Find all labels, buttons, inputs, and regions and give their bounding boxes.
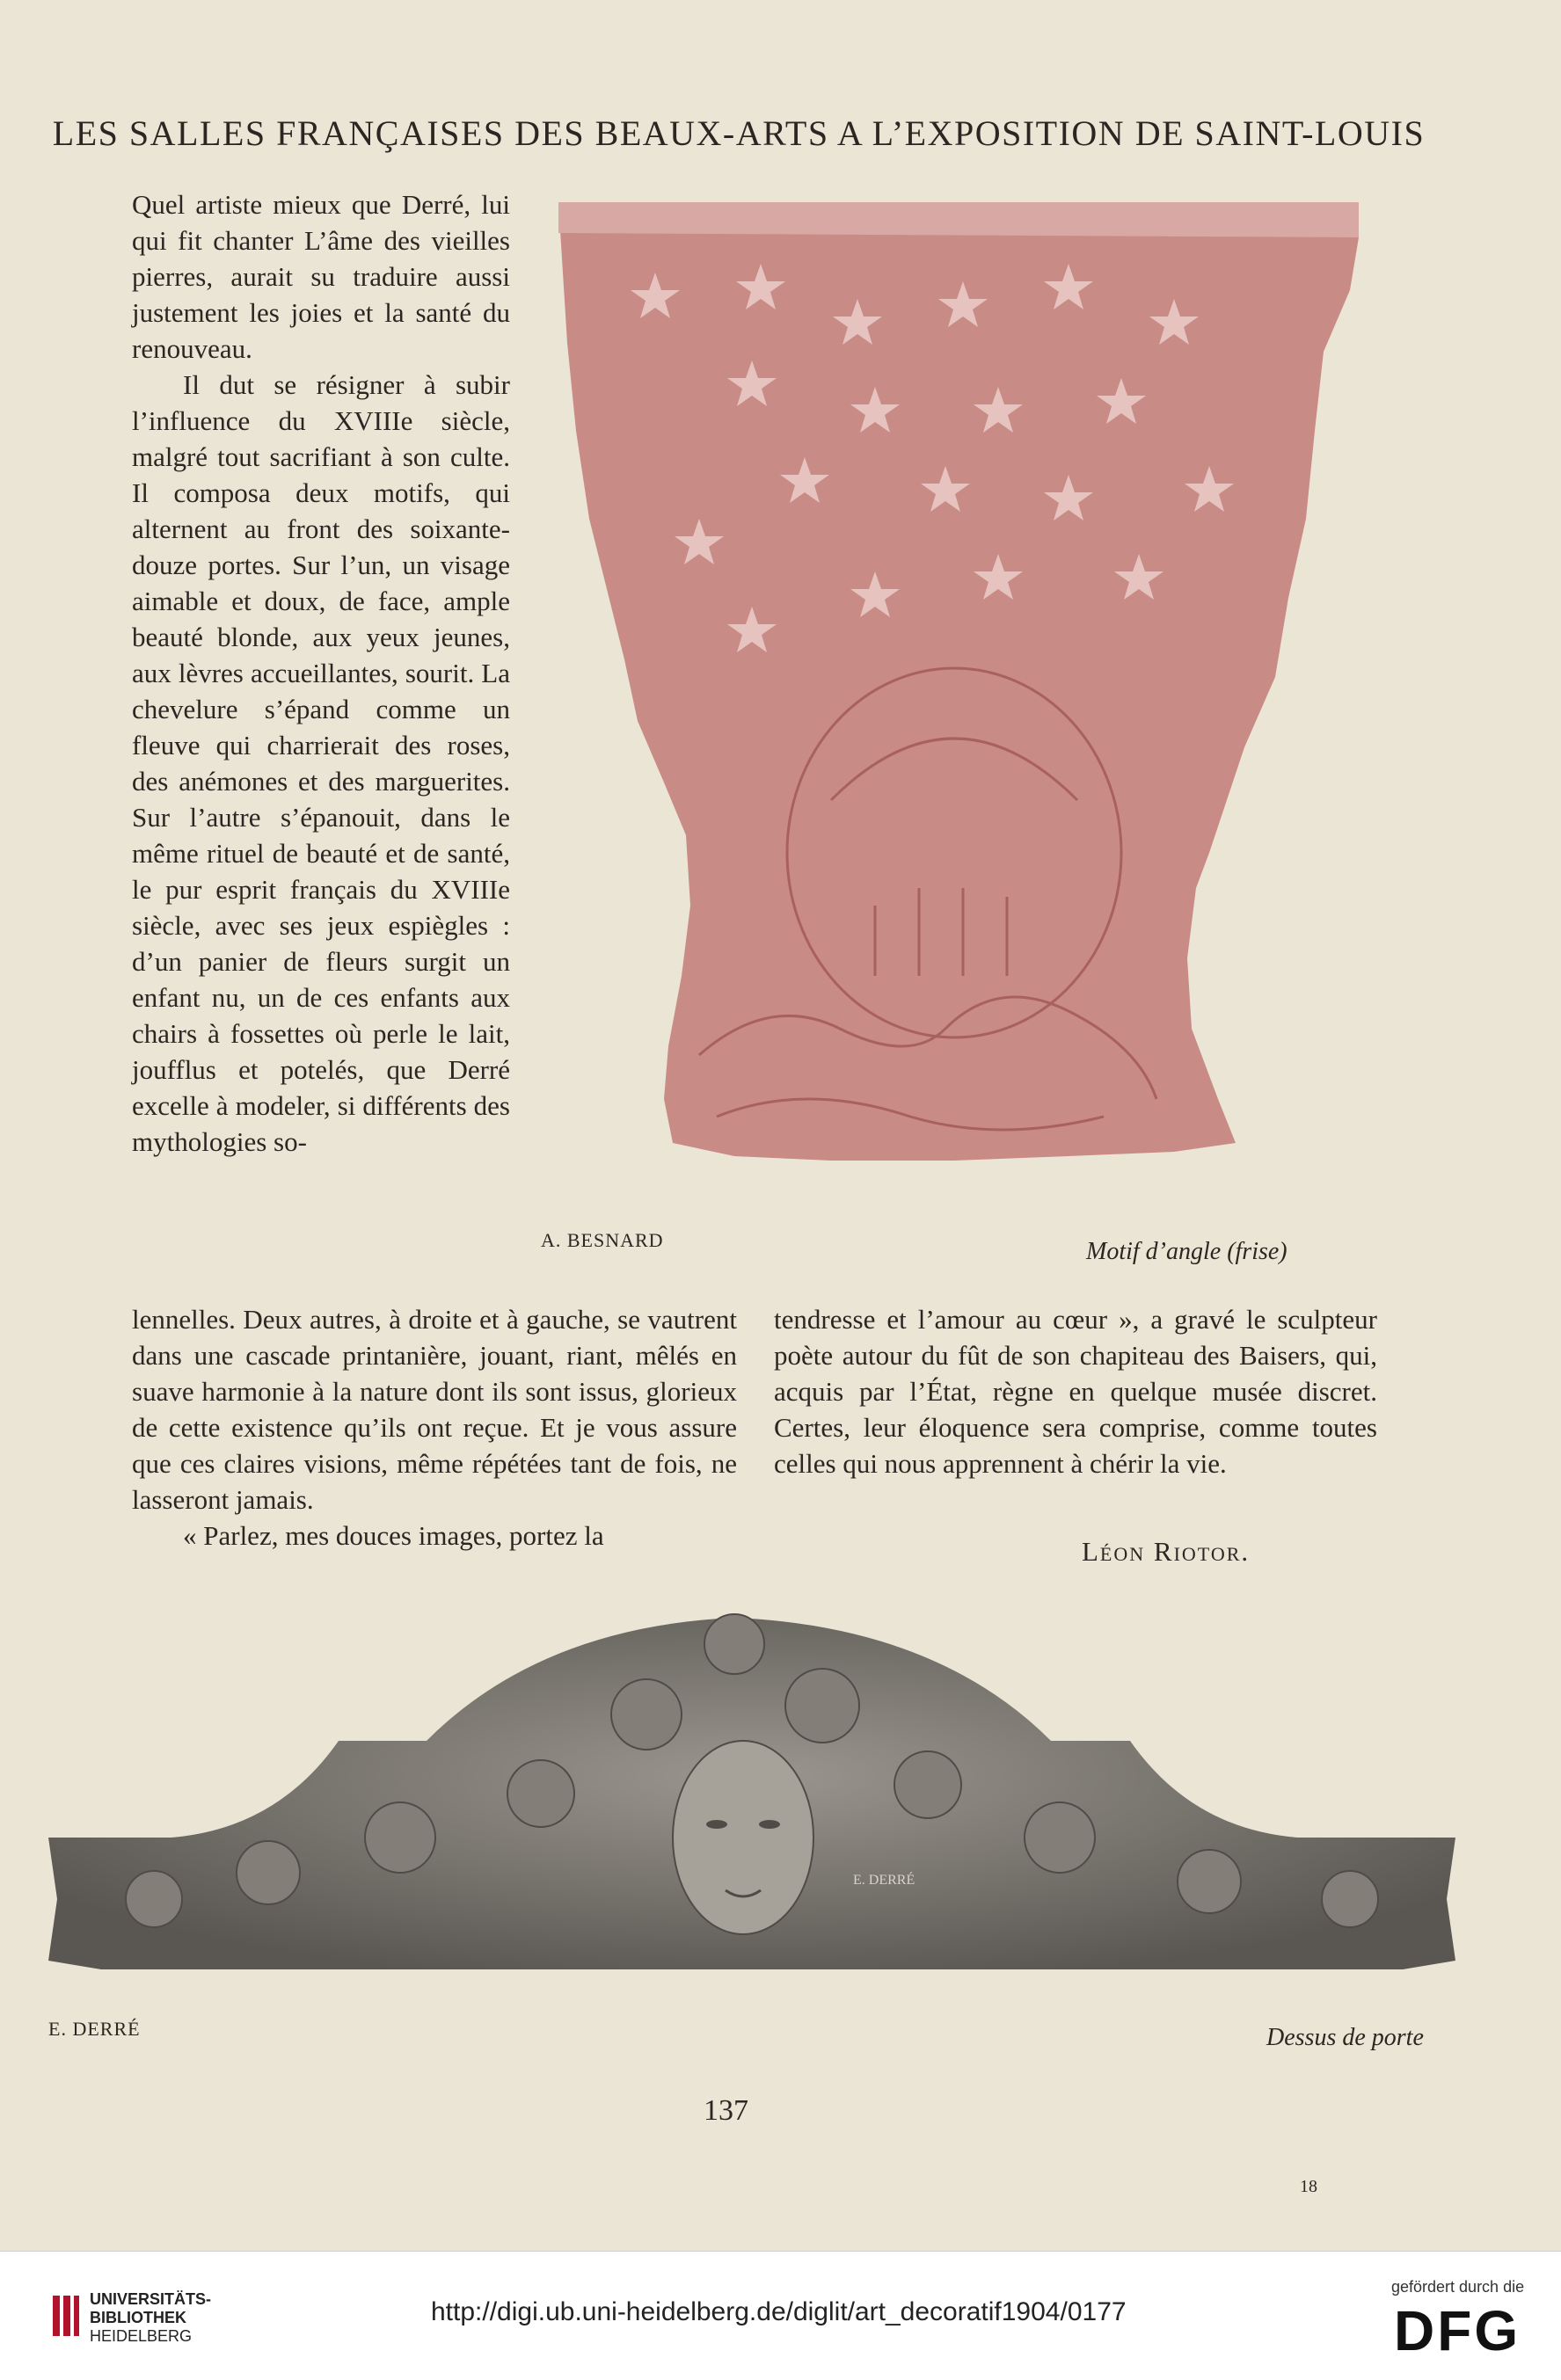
frieze-artist-caption: A. BESNARD [541,1229,664,1251]
sheet-number: 18 [1300,2177,1317,2196]
library-logo-icon[interactable] [51,2294,81,2338]
door-top-relief [48,1609,1455,2005]
relief-face [673,1741,813,1934]
author-signature: Léon Riotor. [1082,1536,1251,1567]
viewer-footer [0,2251,1561,2380]
permalink-url[interactable]: http://digi.ub.uni-heidelberg.de/diglit/art_decoratif1904/0177 [431,2297,1127,2326]
paragraph-quote-start: « Parlez, mes douces images, portez la [183,1520,604,1551]
relief-title-caption: Dessus de porte [1266,2024,1424,2051]
article-column [132,186,510,1160]
paragraph-motifs: Il dut se résigner à subir l’influence du XVIIIe siècle, malgré tout sacrifiant à son culte. Il composa deux motifs, qui alternent au front des soixante-douze portes. Sur l’un, un visage aimable et doux, de face, ample beauté blonde, aux yeux jeunes, aux lèvres accueillantes, sourit. La chevelure s’épand comme un fleuve qui charrierait des roses, des anémones et des marguerites. Sur l’autre s’épanouit, dans le même rituel de beauté et de santé, le pur esprit français du XVIIIe siècle, avec ses jeux espiègles : d’un panier de fleurs surgit un enfant nu, un de ces enfants aux chairs à fossettes où perle le lait, joufflus et potelés, que Derré excelle à modeler, si différents des mythologies so- [132,369,510,1157]
frieze-illustration [541,185,1376,1222]
article-lower-left [132,1301,737,1554]
paragraph-lower-left: lennelles. Deux autres, à droite et à gauche, se vautrent dans une cascade printanière, jouant, riant, mêlés en suave harmonie à la nature dont ils sont issus, glorieux de cette existence qu’ils ont reçue. Et je vous assure que ces claires visions, même répétées tant de fois, ne lasseront jamais. [132,1304,737,1515]
frieze-title-caption: Motif d’angle (frise) [1086,1238,1287,1265]
relief-artist-caption: E. DERRÉ [48,2018,141,2040]
running-title: LES SALLES FRANÇAISES DES BEAUX-ARTS A L’EXPOSITION DE SAINT-LOUIS [52,113,1426,153]
article-lower-right [774,1301,1377,1481]
dfg-logo[interactable]: DFG [1394,2299,1521,2362]
relief-stamp: E. DERRÉ [853,1873,915,1888]
page-number: 137 [704,2094,748,2127]
paragraph-lower-right: tendresse et l’amour au cœur », a gravé le sculpteur poète autour du fût de son chapiteau des Baisers, qui, acquis par l’État, règne en quelque musée discret. Certes, leur éloquence sera comprise, comme toutes celles qui nous apprennent à chérir la vie. [774,1304,1377,1479]
paragraph-intro: Quel artiste mieux que Derré, lui qui fit chanter L’âme des vieilles pierres, aurait su traduire aussi justement les joies et la santé du renouveau. [132,189,510,364]
library-name[interactable]: UNIVERSITÄTS- BIBLIOTHEK HEIDELBERG [90,2290,212,2345]
funded-by-label: gefördert durch die [1391,2278,1525,2296]
